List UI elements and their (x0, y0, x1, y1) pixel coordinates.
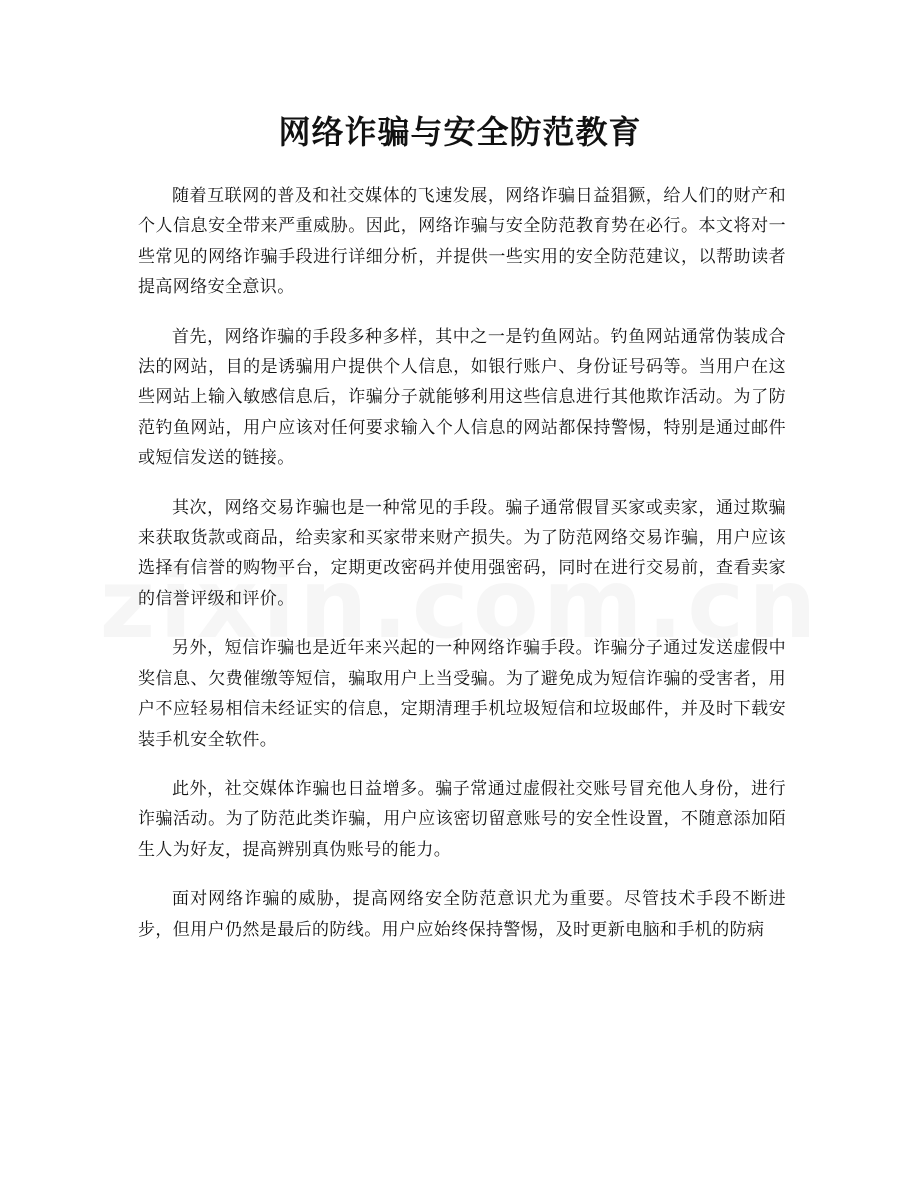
paragraph-trade-fraud: 其次，网络交易诈骗也是一种常见的手段。骗子通常假冒买家或卖家，通过欺骗来获取货款或商品，给卖家和买家带来财产损失。为了防范网络交易诈骗，用户应该选择有信誉的购物平台，定期更改密码并使用强密码，同时在进行交易前，查看卖家的信誉评级和评价。 (138, 497, 786, 609)
paragraph-intro: 随着互联网的普及和社交媒体的飞速发展，网络诈骗日益猖獗，给人们的财产和个人信息安全带来严重威胁。因此，网络诈骗与安全防范教育势在必行。本文将对一些常见的网络诈骗手段进行详细分析，并提供一些实用的安全防范建议，以帮助读者提高网络安全意识。 (138, 186, 786, 298)
paragraph-phishing: 首先，网络诈骗的手段多种多样，其中之一是钓鱼网站。钓鱼网站通常伪装成合法的网站，目的是诱骗用户提供个人信息，如银行账户、身份证号码等。当用户在这些网站上输入敏感信息后，诈骗分子就能够利用这些信息进行其他欺诈活动。为了防范钓鱼网站，用户应该对任何要求输入个人信息的网站都保持警惕，特别是通过邮件或短信发送的链接。 (138, 326, 786, 469)
document-title: 网络诈骗与安全防范教育 (278, 113, 642, 151)
paragraph-sms-fraud: 另外，短信诈骗也是近年来兴起的一种网络诈骗手段。诈骗分子通过发送虚假中奖信息、欠费催缴等短信，骗取用户上当受骗。为了避免成为短信诈骗的受害者，用户不应轻易相信未经证实的信息，定期清理手机垃圾短信和垃圾邮件，并及时下载安装手机安全软件。 (138, 638, 786, 750)
paragraph-awareness: 面对网络诈骗的威胁，提高网络安全防范意识尤为重要。尽管技术手段不断进步，但用户仍然是最后的防线。用户应始终保持警惕，及时更新电脑和手机的防病 (138, 889, 786, 940)
document-body (138, 181, 786, 964)
paragraph-social-fraud: 此外，社交媒体诈骗也日益增多。骗子常通过虚假社交账号冒充他人身份，进行诈骗活动。为了防范此类诈骗，用户应该密切留意账号的安全性设置，不随意添加陌生人为好友，提高辨别真伪账号的能力。 (138, 778, 786, 860)
